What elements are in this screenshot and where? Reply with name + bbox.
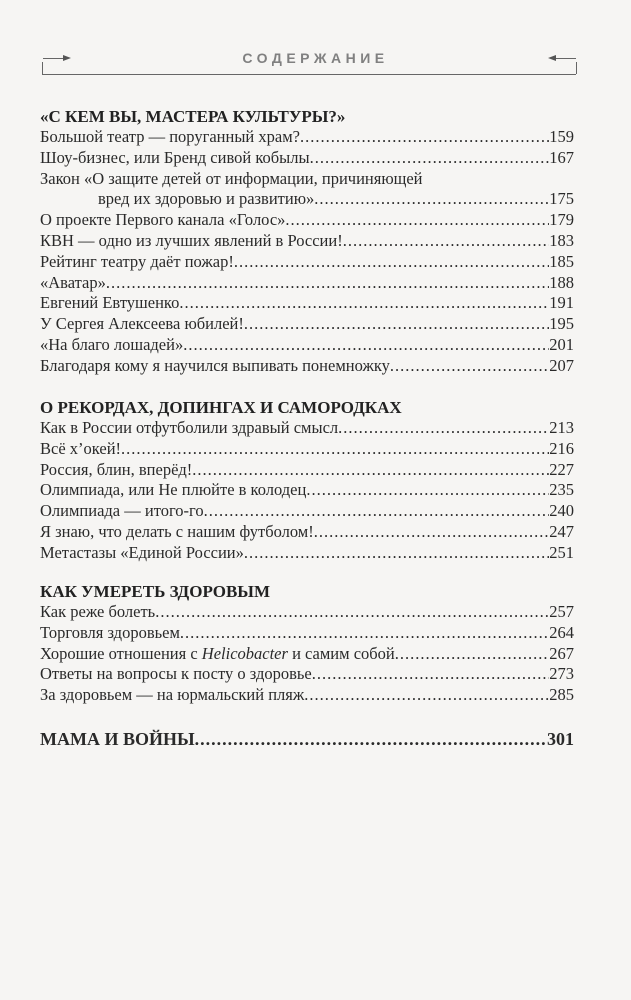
leader-dots <box>310 148 550 169</box>
toc-entry[interactable] <box>40 602 574 623</box>
leader-dots <box>312 664 549 685</box>
leader-dots <box>314 189 549 210</box>
leader-dots <box>306 480 549 501</box>
arrow-right-icon <box>43 58 65 59</box>
entry-title: Закон «О защите детей от информации, причиняющей <box>40 168 423 188</box>
entry-title: Благодаря кому я научился выпивать понемножку <box>40 355 390 375</box>
leader-dots <box>179 293 549 314</box>
toc-entry[interactable] <box>40 293 574 314</box>
entry-page: 207 <box>549 355 574 375</box>
entry-page: 183 <box>549 230 574 250</box>
leader-dots <box>192 460 549 481</box>
entry-page: 285 <box>549 685 574 705</box>
entry-title: КВН — одно из лучших явлений в России! <box>40 230 343 250</box>
entry-title: Всё х’окей! <box>40 438 122 458</box>
toc-section <box>40 106 574 377</box>
entry-page: 159 <box>549 127 574 146</box>
entry-page: 167 <box>549 147 574 167</box>
toc-entry[interactable] <box>40 210 574 231</box>
toc-entry[interactable] <box>40 231 574 252</box>
toc-entry[interactable] <box>40 522 574 543</box>
leader-dots <box>106 273 549 294</box>
entry-page: 267 <box>549 643 574 663</box>
leader-dots <box>204 501 550 522</box>
entry-title: Евгений Евтушенко <box>40 293 180 313</box>
entry-page: 216 <box>549 438 574 458</box>
toc-entry[interactable] <box>40 273 574 294</box>
leader-dots <box>244 543 549 564</box>
entry-page: 201 <box>549 334 574 354</box>
entry-title: Рейтинг театру даёт пожар! <box>40 251 234 271</box>
section-heading: «С КЕМ ВЫ, МАСТЕРА КУЛЬТУРЫ?» <box>40 107 346 126</box>
entry-page: 213 <box>549 418 574 437</box>
entry-title: Я знаю, что делать с нашим футболом! <box>40 521 314 541</box>
entry-title-continued: вред их здоровью и развитию» <box>98 189 315 209</box>
leader-dots <box>180 623 549 644</box>
entry-page: 188 <box>549 272 574 292</box>
entry-page: 257 <box>549 602 574 621</box>
entry-page: 251 <box>549 542 574 562</box>
section-heading: КАК УМЕРЕТЬ ЗДОРОВЫМ <box>40 582 271 601</box>
entry-title: У Сергея Алексеева юбилей! <box>40 314 244 334</box>
leader-dots <box>390 356 549 377</box>
entry-title: Олимпиада — итого-го <box>40 501 204 521</box>
toc-entry[interactable] <box>40 127 574 148</box>
entry-title: МАМА И ВОЙНЫ <box>40 729 195 749</box>
entry-page: 240 <box>549 501 574 521</box>
entry-title: Торговля здоровьем <box>40 622 180 642</box>
entry-title: За здоровьем — на юрмальский пляж <box>40 685 305 705</box>
leader-dots <box>300 127 549 148</box>
toc-entry[interactable] <box>40 543 574 564</box>
entry-title-part: и самим собой <box>287 643 395 663</box>
leader-dots <box>155 602 549 623</box>
toc-entry[interactable] <box>40 314 574 335</box>
leader-dots <box>121 439 549 460</box>
entry-title: Шоу-бизнес, или Бренд сивой кобылы <box>40 147 310 167</box>
toc-entry[interactable] <box>40 501 574 522</box>
entry-page: 195 <box>549 314 574 334</box>
toc-entry[interactable] <box>40 439 574 460</box>
entry-title: Метастазы «Единой России» <box>40 542 244 562</box>
leader-dots <box>314 522 550 543</box>
entry-title: «Аватар» <box>40 272 106 292</box>
entry-title: Россия, блин, вперёд! <box>40 459 193 479</box>
toc-entry[interactable] <box>40 623 574 644</box>
leader-dots <box>395 644 549 665</box>
entry-title: О проекте Первого канала «Голос» <box>40 210 286 230</box>
entry-page: 175 <box>549 189 574 209</box>
toc-entry[interactable] <box>40 460 574 481</box>
toc-entry[interactable] <box>40 644 574 665</box>
entry-title-part: Хорошие отношения с <box>40 643 202 663</box>
entry-page: 191 <box>549 293 574 313</box>
leader-dots <box>338 418 549 439</box>
entry-page: 273 <box>549 664 574 684</box>
header-rule <box>42 74 576 75</box>
toc-entry[interactable] <box>40 685 574 706</box>
leader-dots <box>285 210 549 231</box>
entry-page: 264 <box>549 622 574 642</box>
entry-page: 179 <box>549 210 574 230</box>
entry-title <box>40 644 395 665</box>
arrow-left-icon <box>554 58 576 59</box>
leader-dots <box>343 231 550 252</box>
entry-page: 235 <box>549 480 574 500</box>
toc-entry[interactable] <box>40 729 574 750</box>
entry-page: 227 <box>549 459 574 479</box>
entry-page: 247 <box>549 521 574 541</box>
running-header: СОДЕРЖАНИЕ <box>242 50 389 66</box>
leader-dots <box>304 685 549 706</box>
header-rule-right <box>576 62 577 74</box>
toc-entry[interactable] <box>40 148 574 169</box>
toc-entry[interactable] <box>40 356 574 377</box>
header-rule-left <box>42 62 43 74</box>
toc-entry[interactable] <box>40 335 574 356</box>
toc-section <box>40 581 574 706</box>
entry-title-italic: Helicobacter <box>201 643 288 663</box>
entry-title: «На благо лошадей» <box>40 334 184 354</box>
toc-entry[interactable] <box>40 480 574 501</box>
leader-dots <box>244 314 549 335</box>
toc-section <box>40 397 574 564</box>
section-heading: О РЕКОРДАХ, ДОПИНГАХ И САМОРОДКАХ <box>40 398 402 417</box>
leader-dots <box>234 252 549 273</box>
leader-dots <box>183 335 549 356</box>
toc-entry[interactable] <box>40 418 574 439</box>
entry-page: 301 <box>547 729 574 749</box>
entry-title: Как в России отфутболили здравый смысл <box>40 418 339 437</box>
toc-entry[interactable] <box>40 664 574 685</box>
entry-title: Ответы на вопросы к посту о здоровье <box>40 664 312 684</box>
toc-entry[interactable] <box>40 189 574 210</box>
entry-title: Олимпиада, или Не плюйте в колодец <box>40 480 307 500</box>
toc-section-final <box>40 729 574 750</box>
entry-title: Как реже болеть <box>40 602 156 621</box>
toc-entry[interactable] <box>40 252 574 273</box>
leader-dots <box>195 729 547 750</box>
entry-title: Большой театр — поруганный храм? <box>40 127 300 146</box>
entry-page: 185 <box>549 251 574 271</box>
